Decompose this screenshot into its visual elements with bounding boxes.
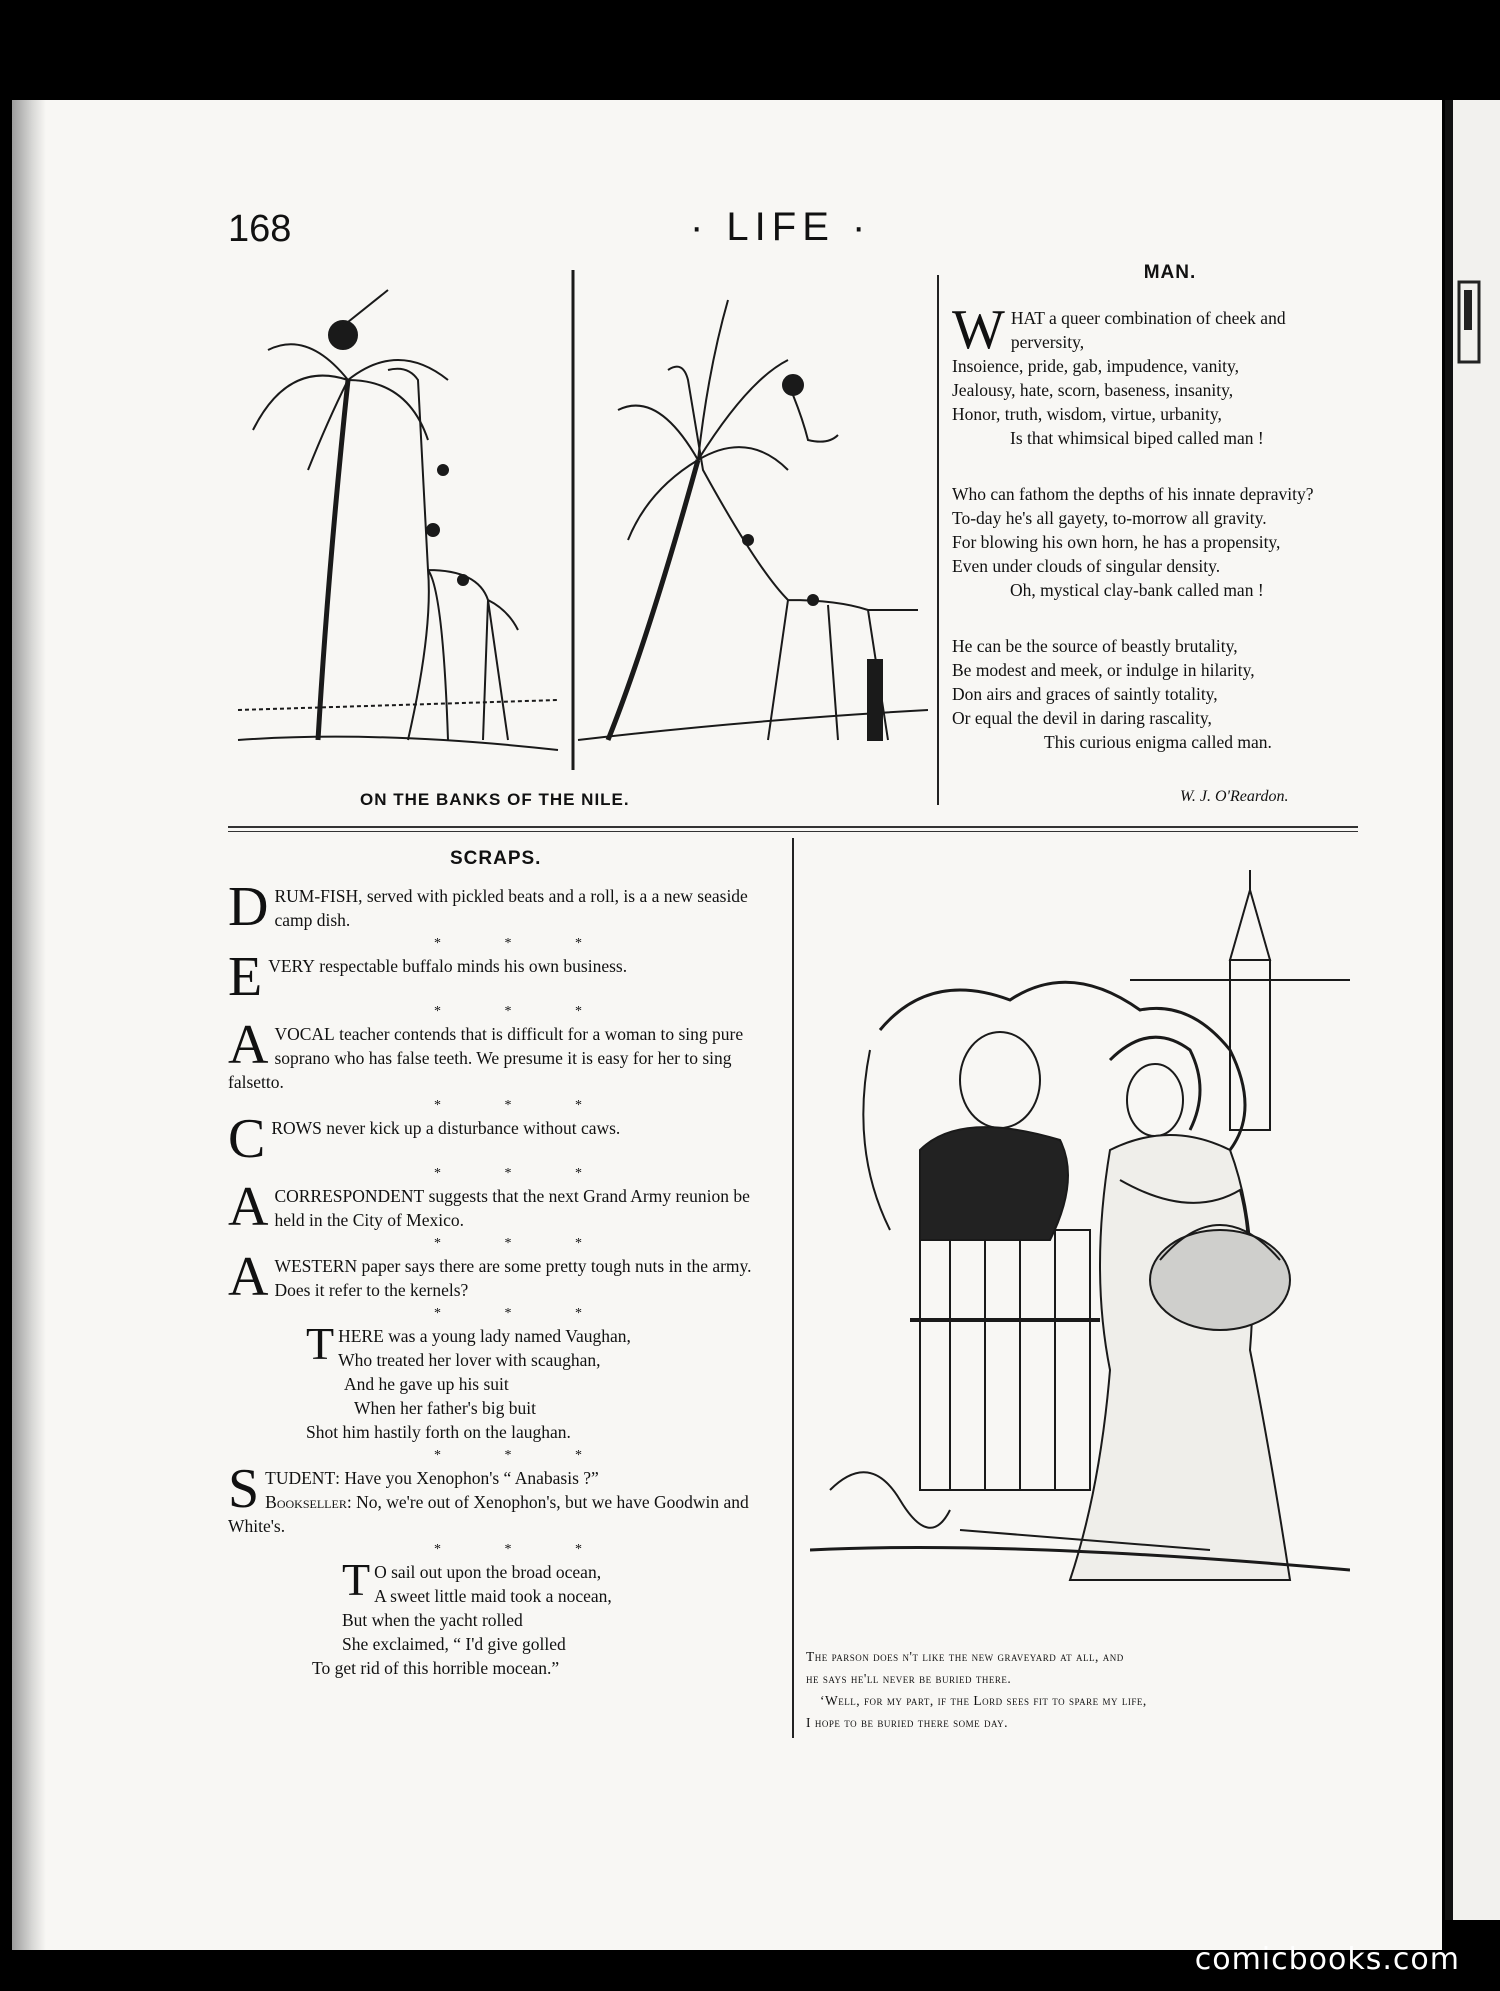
scraps-title: SCRAPS. <box>450 848 542 869</box>
limerick-line: HERE was a young lady named Vaughan, <box>338 1326 631 1346</box>
scrap-item <box>228 954 780 1000</box>
separator-stars: * * * <box>434 1236 612 1251</box>
scrap-item <box>228 1116 780 1162</box>
poem-line: Honor, truth, wisdom, virtue, urbanity, <box>952 404 1222 424</box>
poem-line: Even under clouds of singular density. <box>952 556 1221 576</box>
limerick-vaughan <box>228 1318 780 1444</box>
poem-stanza-1 <box>952 299 1362 450</box>
column-rule-top <box>937 275 939 805</box>
limerick-line: A sweet little maid took a nocean, <box>374 1586 612 1606</box>
limerick-line: She exclaimed, “ I'd give golled <box>342 1634 566 1654</box>
poem-line: He can be the source of beastly brutality, <box>952 636 1238 656</box>
scrap-item <box>228 884 780 932</box>
watermark: comicbooks.com <box>1194 1942 1460 1977</box>
poem-author: W. J. O'Reardon. <box>1180 788 1289 805</box>
scrap-text: suggests that the next Grand Army reunion be held in the City of Mexico. <box>274 1186 750 1230</box>
column-rule-bottom <box>792 838 794 1738</box>
parson-caption-line: ‘Well, for my part, if the Lord sees fit to spare my life, <box>820 1693 1147 1708</box>
scrap-speaker: Bookseller <box>265 1492 347 1512</box>
scrap-text: paper says there are some pretty tough nuts in the army. Does it refer to the kernels? <box>274 1256 752 1300</box>
section-rule-thin <box>228 831 1358 832</box>
scrap-lead: VOCAL <box>274 1024 335 1044</box>
limerick-line: Who treated her lover with scaughan, <box>338 1350 601 1370</box>
scrap-text: respectable buffalo minds his own business. <box>314 956 628 976</box>
limerick-line: To get rid of this horrible mocean.” <box>312 1658 560 1678</box>
scrap-lead: CORRESPONDENT <box>274 1186 425 1206</box>
limerick-line: When her father's big buit <box>354 1398 536 1418</box>
poem-man <box>952 299 1362 786</box>
adjacent-page-ornament <box>1457 280 1487 370</box>
scrap-dropcap: D <box>228 884 269 932</box>
limerick-ocean <box>228 1554 780 1680</box>
scrap-dropcap: A <box>228 1184 269 1232</box>
scrap-dropcap: A <box>228 1254 269 1302</box>
nile-caption: ON THE BANKS OF THE NILE. <box>360 790 630 809</box>
page-number: 168 <box>228 208 292 250</box>
separator-stars: * * * <box>434 1004 612 1019</box>
separator-stars: * * * <box>434 1166 612 1181</box>
poem-dropcap: W <box>952 299 1005 361</box>
scrap-text: served with pickled beats and a roll, is a a new seaside camp dish. <box>274 886 748 930</box>
poem-line: HAT a queer combination of cheek and <box>1010 308 1286 328</box>
scrap-dropcap: A <box>228 1022 269 1076</box>
scrap-text: never kick up a disturbance without caws. <box>321 1118 621 1138</box>
adjacent-page-edge <box>1445 100 1500 1920</box>
scrap-text: teacher contends that is difficult for a woman to sing pure soprano who has false teeth. We presume it is easy for her to sing falsetto. <box>228 1024 744 1092</box>
poem-stanza-3 <box>952 634 1362 754</box>
masthead: · LIFE · <box>690 205 872 249</box>
separator-stars: * * * <box>434 1542 612 1557</box>
scrap-item <box>228 1022 780 1094</box>
poem-line: Is that whimsical biped called man ! <box>1010 428 1264 448</box>
scrap-dropcap: C <box>228 1116 266 1162</box>
poem-line: Don airs and graces of saintly totality, <box>952 684 1218 704</box>
separator-stars: * * * <box>434 936 612 951</box>
parson-caption-line: The parson does n't like the new graveyard at all, and <box>806 1649 1124 1664</box>
poem-line: Oh, mystical clay-bank called man ! <box>1010 580 1264 600</box>
scrap-lead: VERY <box>268 956 315 976</box>
scrap-text: : Have you Xenophon's “ Anabasis ?” <box>335 1468 599 1488</box>
limerick-line: And he gave up his suit <box>344 1374 509 1394</box>
section-rule <box>228 826 1358 828</box>
scrap-lead: TUDENT <box>265 1468 336 1488</box>
parson-caption-line: I hope to be buried there some day. <box>806 1715 1009 1730</box>
scrap-dialogue <box>228 1466 780 1538</box>
page-binding-shadow <box>12 100 46 1950</box>
limerick-dropcap: T <box>306 1318 335 1369</box>
poem-line: Who can fathom the depths of his innate depravity? <box>952 484 1314 504</box>
poem-line: Or equal the devil in daring rascality, <box>952 708 1212 728</box>
parson-caption <box>806 1646 1358 1734</box>
poem-line: Be modest and meek, or indulge in hilarity, <box>952 660 1255 680</box>
poem-line: To-day he's all gayety, to-morrow all gravity. <box>952 508 1267 528</box>
separator-stars: * * * <box>434 1448 612 1463</box>
scrap-item <box>228 1254 780 1302</box>
illustration-nile <box>228 270 928 770</box>
poem-stanza-2 <box>952 482 1362 602</box>
scrap-item <box>228 1184 780 1232</box>
scrap-dropcap: S <box>228 1466 260 1520</box>
poem-line: Jealousy, hate, scorn, baseness, insanity, <box>952 380 1234 400</box>
scrap-lead: ROWS <box>271 1118 322 1138</box>
separator-stars: * * * <box>434 1306 612 1321</box>
page-gutter <box>1445 100 1453 1920</box>
illustration-parson <box>810 850 1350 1630</box>
limerick-dropcap: T <box>342 1554 371 1605</box>
scrap-lead: WESTERN <box>274 1256 358 1276</box>
poem-line: perversity, <box>1010 332 1085 352</box>
limerick-line: O sail out upon the broad ocean, <box>374 1562 602 1582</box>
scrap-lead: RUM-FISH, <box>274 886 363 906</box>
poem-title: MAN. <box>1143 262 1197 283</box>
limerick-line: But when the yacht rolled <box>342 1610 523 1630</box>
scrap-text: : No, we're out of Xenophon's, but we have Goodwin and White's. <box>228 1492 749 1536</box>
scraps-column <box>228 884 780 1680</box>
parson-caption-line: he says he'll never be buried there. <box>806 1671 1012 1686</box>
limerick-line: Shot him hastily forth on the laughan. <box>306 1422 571 1442</box>
poem-line: This curious enigma called man. <box>1044 732 1272 752</box>
separator-stars: * * * <box>434 1098 612 1113</box>
scrap-dropcap: E <box>228 954 263 1000</box>
poem-line: For blowing his own horn, he has a propensity, <box>952 532 1281 552</box>
poem-line: Insoience, pride, gab, impudence, vanity, <box>952 356 1240 376</box>
